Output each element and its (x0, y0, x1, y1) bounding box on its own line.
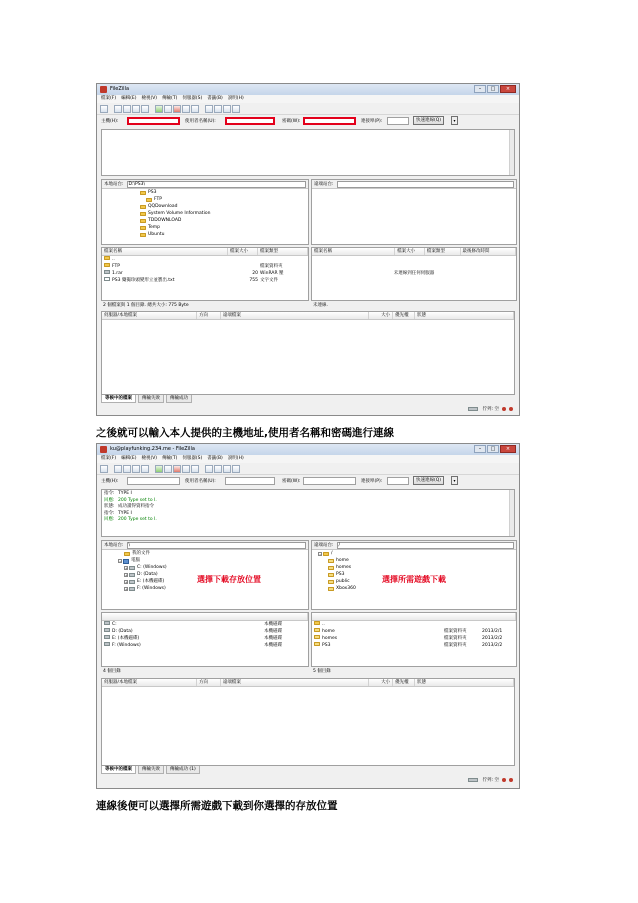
expand-icon[interactable]: + (125, 587, 128, 592)
remote-tree-pane (311, 540, 517, 610)
port-input[interactable] (387, 477, 409, 485)
folder-icon (328, 587, 334, 591)
toggle-log-icon[interactable] (114, 105, 122, 113)
queue-header-status[interactable]: 狀態 (415, 679, 514, 686)
compare-icon[interactable] (214, 465, 222, 473)
tree-item[interactable]: 我的文件 (124, 551, 150, 557)
menu-edit[interactable]: 編輯(E) (121, 456, 137, 461)
folder-icon (314, 642, 320, 646)
annotation-select-game: 選擇所需遊戲下載 (382, 575, 446, 584)
queue-status-text: 佇列: 空 (482, 778, 499, 783)
column-header-type[interactable]: 檔案類型 (425, 248, 461, 255)
toggle-queue-icon[interactable] (141, 105, 149, 113)
status-light-icon (509, 407, 513, 411)
collapse-icon[interactable]: − (119, 559, 122, 564)
expand-icon[interactable]: + (125, 573, 128, 578)
table-row[interactable]: .. (312, 621, 516, 628)
folder-icon (104, 256, 110, 260)
drive-icon (104, 635, 110, 639)
log-scrollbar[interactable] (509, 490, 514, 536)
tree-item[interactable]: homes (328, 565, 351, 571)
toolbar (97, 463, 519, 475)
site-manager-icon[interactable] (100, 105, 108, 113)
compare-icon[interactable] (214, 105, 222, 113)
toggle-queue-icon[interactable] (141, 465, 149, 473)
folder-icon (314, 621, 320, 625)
refresh-icon[interactable] (155, 465, 163, 473)
host-input[interactable] (127, 117, 180, 125)
minimize-button[interactable]: – (474, 445, 486, 453)
queue-info (468, 777, 513, 783)
tree-item[interactable]: + F: (Windows) (125, 586, 166, 592)
quickconnect-dropdown-icon[interactable]: ▾ (451, 476, 458, 485)
remote-status: 5 個目錄 (311, 668, 517, 675)
menu-edit[interactable]: 編輯(E) (121, 96, 137, 101)
log-scrollbar[interactable] (509, 130, 514, 175)
menu-bookmarks[interactable]: 書籤(B) (207, 96, 223, 101)
minimize-button[interactable]: – (474, 85, 486, 93)
folder-icon (140, 219, 146, 223)
annotation-select-download-location: 選擇下載存放位置 (197, 575, 261, 584)
sync-browse-icon[interactable] (223, 465, 231, 473)
queue-tabs (101, 395, 192, 403)
menu-transfer[interactable]: 傳輸(T) (162, 456, 178, 461)
toggle-local-tree-icon[interactable] (123, 105, 131, 113)
drive-icon (129, 566, 135, 570)
menu-transfer[interactable]: 傳輸(T) (162, 96, 178, 101)
tab-successful[interactable]: 傳輸成功 (166, 395, 192, 403)
toggle-local-tree-icon[interactable] (123, 465, 131, 473)
message-log (101, 129, 515, 176)
tree-item[interactable]: − / (319, 551, 333, 557)
tab-failed[interactable]: 傳輸失敗 (138, 766, 164, 774)
password-label: 密碼(W): (282, 479, 301, 484)
remote-tree-pane (311, 179, 517, 245)
local-site-label: 本地站台: (104, 543, 124, 548)
log-line: 指令: TYPE I (104, 491, 132, 496)
host-label: 主機(H): (101, 119, 119, 124)
cancel-icon[interactable] (173, 105, 181, 113)
queue-header-file[interactable]: 伺服器/本地檔案 (102, 679, 197, 686)
quickconnect-bar (97, 475, 519, 487)
folder-icon (146, 198, 152, 202)
remote-status: 未連線. (311, 302, 517, 309)
column-header-row[interactable] (102, 613, 308, 620)
archive-file-icon (104, 270, 110, 274)
search-icon[interactable] (232, 105, 240, 113)
column-header-modified[interactable]: 最後修改時間 (461, 248, 516, 255)
folder-icon (140, 205, 146, 209)
process-queue-icon[interactable] (164, 105, 172, 113)
tree-item[interactable]: Temp (140, 225, 160, 231)
username-label: 使用者名稱(U): (185, 119, 216, 124)
queue-tabs (101, 766, 200, 774)
local-tree-pane (101, 179, 309, 245)
local-file-list (101, 247, 309, 301)
caption-step-download: 連線後便可以選擇所需遊戲下載到你選擇的存放位置 (96, 800, 338, 812)
maximize-button[interactable]: □ (487, 85, 499, 93)
disconnect-icon[interactable] (182, 465, 190, 473)
folder-icon (328, 573, 334, 577)
message-log (101, 489, 515, 537)
queue-header-file[interactable]: 伺服器/本地檔案 (102, 312, 197, 319)
queue-header-direction[interactable]: 方向 (197, 679, 221, 686)
local-site-label: 本地站台: (104, 182, 124, 187)
host-label: 主機(H): (101, 479, 119, 484)
port-label: 連接埠(P): (361, 119, 383, 124)
log-line: 狀態: 成功讀得資料指令 (104, 504, 154, 509)
status-light-icon (502, 407, 506, 411)
process-queue-icon[interactable] (164, 465, 172, 473)
remote-site-label: 遠端站台: (314, 182, 334, 187)
table-row[interactable]: 1.rar 20 WinRAR 壓 (102, 270, 308, 277)
menu-file[interactable]: 檔案(F) (101, 96, 117, 101)
queue-info (468, 406, 513, 412)
column-header-row[interactable] (312, 613, 516, 620)
close-button[interactable]: × (500, 445, 516, 453)
window-title: ku@playfunking.234.me - FileZilla (110, 446, 195, 452)
column-header-size[interactable]: 檔案大小 (228, 248, 258, 255)
local-path-input[interactable]: D:\PS3\ (127, 181, 306, 188)
toggle-remote-tree-icon[interactable] (132, 465, 140, 473)
remote-path-input[interactable] (337, 181, 514, 188)
remote-file-list (311, 247, 517, 301)
table-row[interactable]: D: (Data) 本機磁碟 (102, 628, 308, 635)
log-line: 回應: 200 Type set to I. (104, 497, 157, 503)
tree-item[interactable]: FTP (146, 197, 162, 203)
log-line: 指令: TYPE I (104, 510, 132, 516)
folder-icon (328, 566, 334, 570)
column-header-size[interactable]: 檔案大小 (395, 248, 425, 255)
folder-icon (140, 233, 146, 237)
folder-icon (140, 191, 146, 195)
disconnect-icon[interactable] (182, 105, 190, 113)
folder-icon (124, 552, 130, 556)
table-row[interactable]: home 檔案資料夾 2013/2/1 (312, 628, 516, 635)
toggle-log-icon[interactable] (114, 465, 122, 473)
menu-help[interactable]: 說明(H) (227, 96, 244, 101)
column-header-name[interactable]: 檔案名稱 (312, 248, 395, 255)
filezilla-app-icon (100, 86, 107, 93)
table-row[interactable]: FTP 檔案資料夾 (102, 263, 308, 270)
quickconnect-button[interactable]: 快速連線(Q) (413, 476, 444, 485)
quickconnect-bar (97, 115, 519, 127)
tree-item[interactable]: + D: (Data) (125, 572, 158, 578)
local-tree-pane (101, 540, 309, 610)
local-path-input[interactable]: \ (127, 542, 306, 549)
drive-icon (129, 580, 135, 584)
filter-icon[interactable] (205, 465, 213, 473)
text-file-icon (104, 277, 110, 281)
menu-server[interactable]: 伺服器(S) (182, 96, 203, 101)
sync-browse-icon[interactable] (223, 105, 231, 113)
tree-item[interactable]: PS3 (140, 190, 156, 196)
tree-item[interactable]: − 電腦 (119, 558, 140, 564)
maximize-button[interactable]: □ (487, 445, 499, 453)
username-input[interactable] (225, 477, 275, 485)
not-connected-message: 未連線到任何伺服器 (393, 271, 435, 276)
column-header-type[interactable]: 檔案類型 (258, 248, 308, 255)
tab-successful[interactable]: 傳輸成功 (1) (166, 766, 200, 774)
folder-icon (328, 559, 334, 563)
tree-item[interactable]: Xbox360 (328, 586, 356, 592)
queue-header-priority[interactable]: 優先權 (393, 312, 415, 319)
caption-step-connect: 之後就可以輸入本人提供的主機地址,使用者名稱和密碼進行連線 (96, 427, 394, 439)
tree-item[interactable]: home (328, 558, 349, 564)
password-input[interactable] (303, 117, 356, 125)
queue-indicator-icon (468, 407, 478, 411)
column-header-name[interactable]: 檔案名稱 (102, 248, 228, 255)
queue-header-direction[interactable]: 方向 (197, 312, 221, 319)
menu-bar (97, 455, 519, 463)
menu-file[interactable]: 檔案(F) (101, 456, 117, 461)
folder-icon (140, 212, 146, 216)
drive-icon (104, 642, 110, 646)
title-bar (97, 444, 519, 455)
tree-item[interactable]: TDDOWNLOAD (140, 218, 181, 224)
folder-icon (104, 263, 110, 267)
queue-header-priority[interactable]: 優先權 (393, 679, 415, 686)
tree-item[interactable]: public (328, 579, 350, 585)
window-title: FileZilla (110, 86, 130, 92)
log-line: 回應: 200 Type set to I. (104, 517, 157, 522)
local-file-list (101, 612, 309, 667)
drive-icon (104, 628, 110, 632)
menu-bookmarks[interactable]: 書籤(B) (207, 456, 223, 461)
tree-item[interactable]: QQDownload (140, 204, 177, 210)
password-input[interactable] (303, 477, 356, 485)
tree-item[interactable]: System Volume Information (140, 211, 210, 217)
username-label: 使用者名稱(U): (185, 479, 216, 484)
search-icon[interactable] (232, 465, 240, 473)
folder-icon (323, 552, 329, 556)
refresh-icon[interactable] (155, 105, 163, 113)
drive-icon (129, 587, 135, 591)
site-manager-icon[interactable] (100, 465, 108, 473)
tree-item[interactable]: + C: (Windows) (125, 565, 167, 571)
host-input[interactable] (127, 477, 180, 485)
tab-queued[interactable]: 等候中的檔案 (101, 395, 136, 403)
remote-path-input[interactable]: / (337, 542, 514, 549)
quickconnect-dropdown-icon[interactable]: ▾ (451, 116, 458, 125)
table-row[interactable]: C: 本機磁碟 (102, 621, 308, 628)
filter-icon[interactable] (205, 105, 213, 113)
menu-view[interactable]: 檢視(V) (141, 456, 158, 461)
password-label: 密碼(W): (282, 119, 301, 124)
port-input[interactable] (387, 117, 409, 125)
status-light-icon (509, 778, 513, 782)
menu-help[interactable]: 說明(H) (227, 456, 244, 461)
queue-indicator-icon (468, 778, 478, 782)
remote-site-label: 遠端站台: (314, 543, 334, 548)
reconnect-icon[interactable] (191, 465, 199, 473)
tree-item[interactable]: + E: (本機磁碟) (125, 579, 165, 585)
drive-icon (129, 573, 135, 577)
menu-view[interactable]: 檢視(V) (141, 96, 158, 101)
folder-icon (314, 628, 320, 632)
tab-failed[interactable]: 傳輸失敗 (138, 395, 164, 403)
tab-queued[interactable]: 等候中的檔案 (101, 766, 136, 774)
folder-icon (328, 580, 334, 584)
toggle-remote-tree-icon[interactable] (132, 105, 140, 113)
cancel-icon[interactable] (173, 465, 181, 473)
queue-header-size[interactable]: 大小 (369, 679, 393, 686)
filezilla-app-icon (100, 446, 107, 453)
close-button[interactable]: × (500, 85, 516, 93)
username-input[interactable] (225, 117, 275, 125)
filezilla-window-connected (96, 443, 520, 789)
local-status: 2 個檔案與 1 個目錄. 總共大小: 775 Byte (101, 302, 309, 309)
drive-icon (104, 621, 110, 625)
local-status: 4 個目錄 (101, 668, 309, 675)
queue-header-remote[interactable]: 遠端檔案 (221, 679, 370, 686)
collapse-icon[interactable]: − (319, 552, 322, 557)
table-row[interactable]: PS3 檔案資料夾 2013/2/2 (312, 642, 516, 649)
expand-icon[interactable]: + (125, 566, 128, 571)
table-row[interactable]: homes 檔案資料夾 2013/2/2 (312, 635, 516, 642)
filezilla-window-disconnected (96, 83, 520, 416)
title-bar (97, 84, 519, 95)
queue-header-size[interactable]: 大小 (369, 312, 393, 319)
status-light-icon (502, 778, 506, 782)
queue-header-status[interactable]: 狀態 (415, 312, 514, 319)
transfer-queue (101, 678, 515, 766)
port-label: 連接埠(P): (361, 479, 383, 484)
quickconnect-button[interactable]: 快速連線(Q) (413, 116, 444, 125)
table-row[interactable]: F: (Windows) 本機磁碟 (102, 642, 308, 649)
table-row[interactable]: PS3 藥獨珍頭變形立並寶出.txt 755 文字文件 (102, 277, 308, 284)
queue-status-text: 佇列: 空 (482, 407, 499, 412)
remote-file-list (311, 612, 517, 667)
computer-icon (123, 559, 129, 564)
expand-icon[interactable]: + (125, 580, 128, 585)
table-row[interactable]: .. (102, 256, 308, 263)
folder-icon (140, 226, 146, 230)
toolbar (97, 103, 519, 115)
table-row[interactable]: E: (本機磁碟) 本機磁碟 (102, 635, 308, 642)
tree-item[interactable]: PS3 (328, 572, 344, 578)
queue-header-remote[interactable]: 遠端檔案 (221, 312, 370, 319)
transfer-queue (101, 311, 515, 395)
folder-icon (314, 635, 320, 639)
reconnect-icon[interactable] (191, 105, 199, 113)
menu-bar (97, 95, 519, 103)
menu-server[interactable]: 伺服器(S) (182, 456, 203, 461)
tree-item[interactable]: Ubuntu (140, 232, 164, 238)
